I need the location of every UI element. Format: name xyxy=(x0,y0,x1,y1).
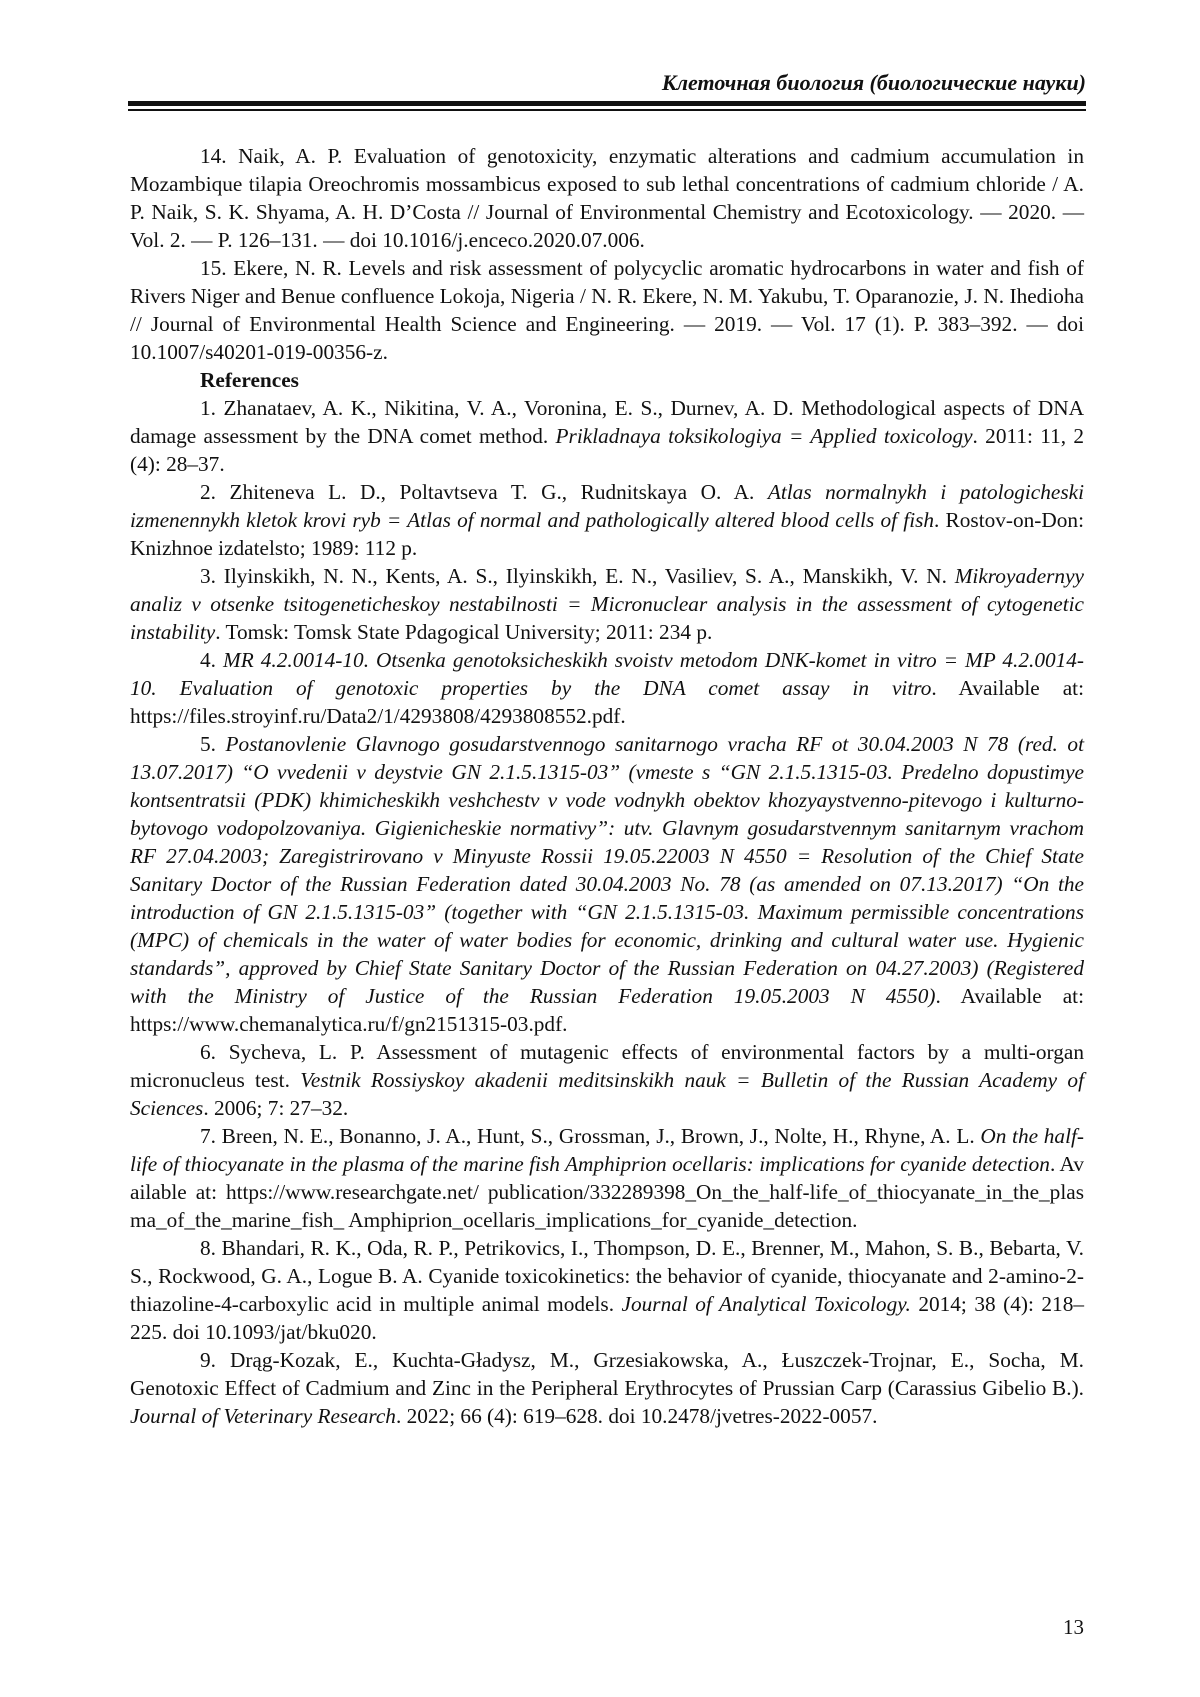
reference-details: . Rostov-on-Don: Knizhnoe izdatelsto; 1989: 112 p. xyxy=(130,508,1084,560)
bibliography-entry-15 xyxy=(130,254,1084,366)
page-content xyxy=(130,142,1084,1430)
reference-1 xyxy=(130,394,1084,478)
reference-text: 4. xyxy=(200,648,223,672)
reference-4 xyxy=(130,646,1084,730)
references-heading: References xyxy=(200,368,299,392)
reference-source: Journal of Analytical Toxicology. xyxy=(621,1292,911,1316)
reference-source: Vestnik Rossiyskoy akadenii meditsinskikh nauk = Bulletin of the Russian Academy of Sciences xyxy=(130,1068,1085,1120)
header-rule-thick xyxy=(128,101,1086,106)
running-header: Клеточная биология (биологические науки) xyxy=(661,70,1086,95)
reference-source: Mikroyadernyy analiz v otsenke tsitogeneticheskoy nestabilnosti = Micronuclear analysis in the assessment of cytogenetic instability xyxy=(130,564,1084,644)
reference-details: . Available at: https://www.chemanalytica.ru/f/gn2151315-03.pdf. xyxy=(130,984,1084,1036)
reference-source: MR 4.2.0014-10. Otsenka genotoksicheskikh svoistv metodom DNK-komet in vitro = MP 4.2.0014-10. Evaluation of genotoxic properties by the DNA comet assay in vitro xyxy=(130,648,1084,700)
reference-details: 2014; 38 (4): 218–225. doi 10.1093/jat/bku020. xyxy=(130,1292,1084,1344)
reference-text: 7. Breen, N. E., Bonanno, J. A., Hunt, S., Grossman, J., Brown, J., Nolte, H., Rhyne, A. L. xyxy=(200,1124,981,1148)
reference-details: . 2022; 66 (4): 619–628. doi 10.2478/jvetres-2022-0057. xyxy=(395,1404,878,1428)
header-rule-thin xyxy=(128,109,1086,111)
entry-text: 15. Ekere, N. R. Levels and risk assessment of polycyclic aromatic hydrocarbons in water and fish of Rivers Niger and Benue confluence Lokoja, Nigeria / N. R. Ekere, N. M. Yakubu, T. Oparanozie, J. N. Ihedioha // Journal of Environmental Health Science and Engineering. — 2019. — Vol. 17 (1). P. 383–392. — doi 10.1007/s40201-019-00356-z. xyxy=(130,256,1084,364)
reference-5 xyxy=(130,730,1084,1038)
reference-9 xyxy=(130,1346,1084,1430)
reference-details: . 2006; 7: 27–32. xyxy=(203,1096,349,1120)
reference-source: Journal of Veterinary Research xyxy=(130,1404,396,1428)
reference-details: . Available at: https://files.stroyinf.ru/Data2/1/4293808/4293808552.pdf. xyxy=(130,676,1084,728)
reference-details: . Tomsk: Tomsk State Pdagogical University; 2011: 234 p. xyxy=(215,620,713,644)
reference-text: 8. Bhandari, R. K., Oda, R. P., Petrikovics, I., Thompson, D. E., Brenner, M., Mahon, S. B., Bebarta, V. S., Rockwood, G. A., Logue B. A. Cyanide toxicokinetics: the behavior of cyanide, thiocyanate and 2-amino-2-thiazoline-4-carboxylic acid in multiple animal models. xyxy=(130,1236,1084,1316)
reference-source: Postanovlenie Glavnogo gosudarstvennogo sanitarnogo vracha RF ot 30.04.2003 N 78 (red. ot 13.07.2017) “O vvedenii v deystvie GN 2.1.5.1315-03” (vmeste s “GN 2.1.5.1315-03. Predelno dopustimye kontsentratsii (PDK) khimicheskikh veshchestv v vode vodnykh obektov khozyaystvenno-pitevogo i kulturno-bytovogo vodopolzovaniya. Gigienicheskie normativy”: utv. Glavnym gosudarstvennym sanitarnym vrachom RF 27.04.2003; Zaregistrirovano v Minyuste Rossii 19.05.22003 N 4550 = Resolution of the Chief State Sanitary Doctor of the Russian Federation dated 30.04.2003 No. 78 (as amended on 07.13.2017) “On the introduction of GN 2.1.5.1315-03” (together with “GN 2.1.5.1315-03. Maximum permissible concentrations (MPC) of chemicals in the water of water bodies for economic, drinking and cultural water use. Hygienic standards”, approved by Chief State Sanitary Doctor of the Russian Federation on 04.27.2003) (Registered with the Ministry of Justice of the Russian Federation 19.05.2003 N 4550) xyxy=(130,732,1085,1008)
reference-source: On the half-life of thiocyanate in the plasma of the marine fish Amphiprion ocellaris: implications for cyanide detection xyxy=(130,1124,1084,1176)
reference-text: 2. Zhiteneva L. D., Poltavtseva T. G., Rudnitskaya O. A. xyxy=(200,480,768,504)
reference-6 xyxy=(130,1038,1084,1122)
reference-text: 6. Sycheva, L. P. Assessment of mutagenic effects of environmental factors by a multi-organ micronucleus test. xyxy=(130,1040,1084,1092)
reference-text: 1. Zhanataev, A. K., Nikitina, V. A., Voronina, E. S., Durnev, A. D. Methodological aspects of DNA damage assessment by the DNA comet method. xyxy=(130,396,1084,448)
page-number: 13 xyxy=(1063,1615,1084,1639)
reference-details: . Available at: https://www.researchgate.net/ publication/332289398_On_the_half-life_of_thiocyanate_in_the_plasma_of_the_marine_fish_ Amphiprion_ocellaris_implications_for_cyanide_detection. xyxy=(130,1152,1085,1232)
bibliography-entry-14 xyxy=(130,142,1084,254)
reference-source: Atlas normalnykh i patologicheski izmenennykh kletok krovi ryb = Atlas of normal and pathologically altered blood cells of fish xyxy=(130,480,1084,532)
reference-8 xyxy=(130,1234,1084,1346)
entry-text: 14. Naik, A. P. Evaluation of genotoxicity, enzymatic alterations and cadmium accumulation in Mozambique tilapia Oreochromis mossambicus exposed to sub lethal concentrations of cadmium chloride / A. P. Naik, S. K. Shyama, A. H. D’Costa // Journal of Environmental Chemistry and Ecotoxicology. — 2020. — Vol. 2. — P. 126–131. — doi 10.1016/j.enceco.2020.07.006. xyxy=(130,144,1084,252)
reference-7 xyxy=(130,1122,1084,1234)
reference-text: 3. Ilyinskikh, N. N., Kents, A. S., Ilyinskikh, E. N., Vasiliev, S. A., Manskikh, V. N. xyxy=(200,564,955,588)
reference-details: . 2011: 11, 2 (4): 28–37. xyxy=(130,424,1084,476)
reference-3 xyxy=(130,562,1084,646)
reference-source: Prikladnaya toksikologiya = Applied toxicology xyxy=(555,424,973,448)
reference-text: 5. xyxy=(200,732,226,756)
reference-2 xyxy=(130,478,1084,562)
reference-text: 9. Drąg-Kozak, E., Kuchta-Gładysz, M., Grzesiakowska, A., Łuszczek-Trojnar, E., Socha, M. Genotoxic Effect of Cadmium and Zinc in the Peripheral Erythrocytes of Prussian Carp (Carassius Gibelio B.). xyxy=(130,1348,1084,1400)
